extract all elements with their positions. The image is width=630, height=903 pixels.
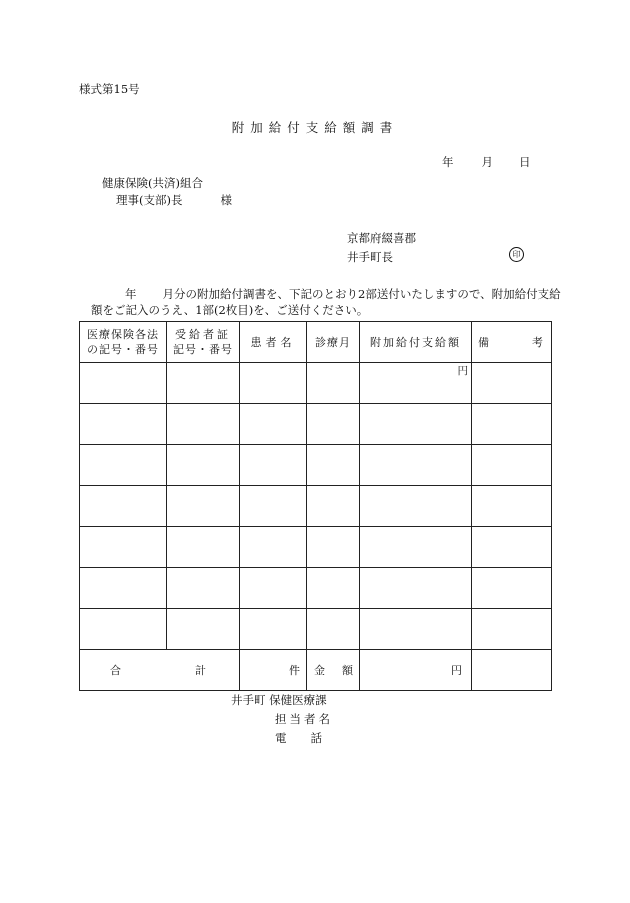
cell-remarks[interactable]: [472, 445, 552, 486]
cell-patient-name[interactable]: [240, 363, 307, 404]
footer-phone: 電 話: [275, 731, 322, 745]
cell-benefit-amount[interactable]: [360, 568, 472, 609]
cell-benefit-amount[interactable]: [360, 609, 472, 650]
cell-patient-name[interactable]: [240, 568, 307, 609]
header-treatment-month: 診療月: [307, 322, 360, 363]
table-row: [80, 568, 552, 609]
total-amount[interactable]: 円: [360, 650, 472, 691]
header-remarks: 備 考: [472, 322, 552, 363]
table-row: [80, 404, 552, 445]
cell-remarks[interactable]: [472, 363, 552, 404]
cell-treatment-month[interactable]: [307, 404, 360, 445]
date-line: [442, 154, 531, 170]
cell-recipient-number[interactable]: [167, 568, 240, 609]
sender-prefecture: 京都府綴喜郡: [347, 231, 416, 245]
table-row: [80, 445, 552, 486]
header-recipient-number: 受給者証 記号・番号: [167, 322, 240, 363]
honorific: 様: [220, 193, 232, 207]
cell-treatment-month[interactable]: [307, 363, 360, 404]
cell-benefit-amount[interactable]: [360, 363, 472, 404]
addressee-director: [116, 192, 232, 208]
cell-benefit-amount[interactable]: [360, 527, 472, 568]
cell-insurance-number[interactable]: [80, 445, 167, 486]
director-title: 理事(支部)長: [116, 193, 183, 207]
cell-patient-name[interactable]: [240, 445, 307, 486]
cell-insurance-number[interactable]: [80, 568, 167, 609]
cell-insurance-number[interactable]: [80, 363, 167, 404]
document-title: 附加給付支給額調書: [231, 120, 399, 135]
total-remarks[interactable]: [472, 650, 552, 691]
addressee-union: 健康保険(共済)組合: [102, 176, 203, 190]
cell-recipient-number[interactable]: [167, 527, 240, 568]
cell-remarks[interactable]: [472, 568, 552, 609]
total-amount-label: 金 額: [307, 650, 360, 691]
cell-remarks[interactable]: [472, 486, 552, 527]
cell-patient-name[interactable]: [240, 404, 307, 445]
date-day: 日: [519, 155, 531, 169]
cell-recipient-number[interactable]: [167, 486, 240, 527]
cell-recipient-number[interactable]: [167, 363, 240, 404]
cell-recipient-number[interactable]: [167, 404, 240, 445]
cell-insurance-number[interactable]: [80, 609, 167, 650]
cell-remarks[interactable]: [472, 609, 552, 650]
table-row: [80, 527, 552, 568]
sender-mayor: 井手町長: [347, 250, 393, 264]
cell-treatment-month[interactable]: [307, 568, 360, 609]
seal-icon: 印: [509, 247, 524, 262]
footer-person-in-charge: 担当者名: [275, 712, 333, 726]
yen-unit: 円: [457, 365, 468, 377]
cell-insurance-number[interactable]: [80, 404, 167, 445]
footer-department: 井手町 保健医療課: [231, 693, 327, 707]
body-year: 年: [125, 287, 137, 301]
header-patient-name: 患者名: [240, 322, 307, 363]
body-text: 月分の附加給付調書を、下記のとおり2部送付いたしますので、附加給付支給額をご記入のうえ、1部(2枚目)を、ご送付ください。: [91, 287, 561, 317]
cell-patient-name[interactable]: [240, 609, 307, 650]
cell-benefit-amount[interactable]: [360, 486, 472, 527]
cell-remarks[interactable]: [472, 527, 552, 568]
payment-table: [79, 321, 552, 691]
body-paragraph: [91, 286, 561, 318]
header-insurance-number: 医療保険各法 の記号・番号: [80, 322, 167, 363]
cell-treatment-month[interactable]: [307, 609, 360, 650]
cell-treatment-month[interactable]: [307, 445, 360, 486]
cell-patient-name[interactable]: [240, 527, 307, 568]
total-count[interactable]: 件: [240, 650, 307, 691]
date-month: 月: [481, 155, 493, 169]
table-row: [80, 363, 552, 404]
table-row: [80, 609, 552, 650]
cell-treatment-month[interactable]: [307, 486, 360, 527]
cell-patient-name[interactable]: [240, 486, 307, 527]
header-benefit-amount: 附加給付支給額: [360, 322, 472, 363]
table-header-row: [80, 322, 552, 363]
cell-insurance-number[interactable]: [80, 486, 167, 527]
cell-insurance-number[interactable]: [80, 527, 167, 568]
cell-recipient-number[interactable]: [167, 609, 240, 650]
table-row: [80, 486, 552, 527]
total-row: [80, 650, 552, 691]
date-year: 年: [442, 155, 454, 169]
cell-remarks[interactable]: [472, 404, 552, 445]
cell-treatment-month[interactable]: [307, 527, 360, 568]
form-number: 様式第15号: [79, 82, 140, 96]
cell-benefit-amount[interactable]: [360, 445, 472, 486]
cell-benefit-amount[interactable]: [360, 404, 472, 445]
total-label: 合 計: [80, 650, 240, 691]
cell-recipient-number[interactable]: [167, 445, 240, 486]
